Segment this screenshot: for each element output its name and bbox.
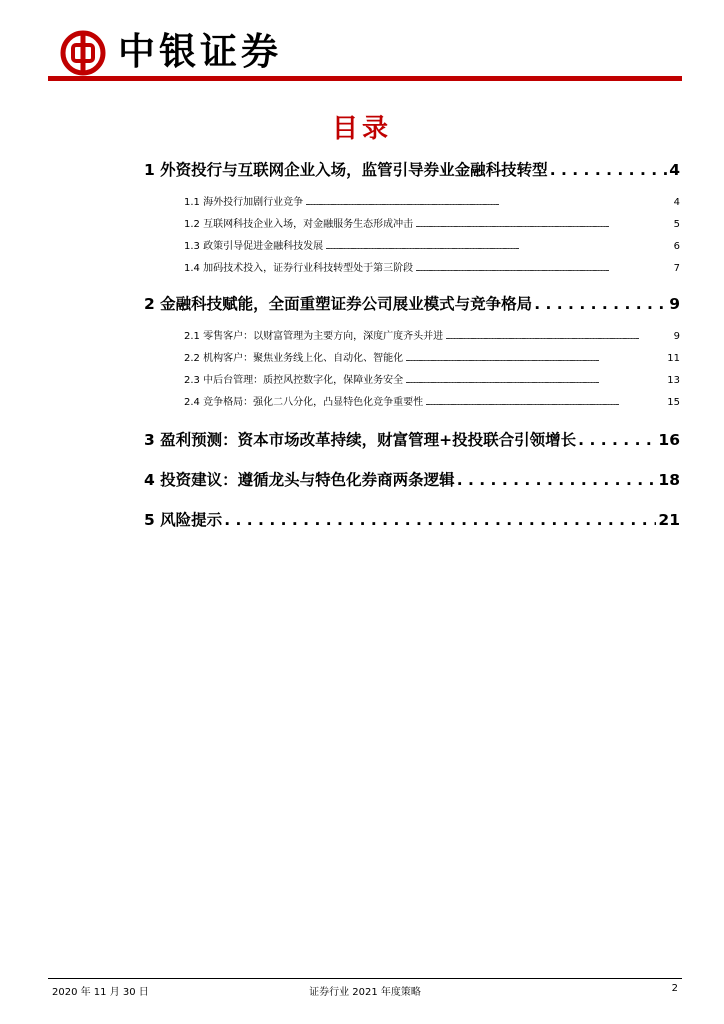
toc-entry[interactable] bbox=[144, 192, 680, 214]
toc-entry[interactable] bbox=[144, 214, 680, 236]
table-of-contents bbox=[144, 158, 680, 532]
toc-entry-page: 13 bbox=[667, 375, 680, 386]
leader-dots bbox=[415, 258, 672, 280]
footer bbox=[52, 983, 678, 999]
leader-dots bbox=[405, 370, 665, 392]
bank-of-china-logo-icon bbox=[60, 30, 106, 76]
toc-entry-text: 1.1 海外投行加剧行业竞争 bbox=[184, 197, 304, 208]
toc-entry-text: 1.3 政策引导促进金融科技发展 bbox=[184, 241, 324, 252]
leader-dots bbox=[534, 292, 667, 316]
toc-entry-page: 4 bbox=[669, 161, 680, 179]
toc-entry-text: 1.2 互联网科技企业入场，对金融服务生态形成冲击 bbox=[184, 219, 414, 230]
leader-dots bbox=[305, 192, 672, 214]
toc-entry-page: 18 bbox=[658, 471, 680, 489]
toc-entry[interactable] bbox=[144, 428, 680, 452]
leader-dots bbox=[457, 468, 657, 492]
toc-entry-text: 2.3 中后台管理：质控风控数字化，保障业务安全 bbox=[184, 375, 404, 386]
toc-entry-page: 9 bbox=[669, 295, 680, 313]
leader-dots bbox=[415, 214, 672, 236]
leader-dots bbox=[325, 236, 672, 258]
toc-entry-text: 4 投资建议：遵循龙头与特色化券商两条逻辑 bbox=[144, 471, 455, 489]
toc-entry-text: 2.1 零售客户：以财富管理为主要方向，深度广度齐头并进 bbox=[184, 331, 444, 342]
leader-dots bbox=[405, 348, 665, 370]
toc-entry[interactable] bbox=[144, 258, 680, 280]
header bbox=[48, 22, 682, 82]
toc-entry[interactable] bbox=[144, 468, 680, 492]
toc-entry-page: 7 bbox=[673, 263, 680, 274]
toc-entry-text: 2.4 竞争格局：强化二八分化，凸显特色化竞争重要性 bbox=[184, 397, 424, 408]
toc-entry-page: 15 bbox=[667, 397, 680, 408]
leader-dots bbox=[445, 326, 672, 348]
toc-entry-page: 9 bbox=[673, 331, 680, 342]
toc-entry[interactable] bbox=[144, 392, 680, 414]
toc-entry[interactable] bbox=[144, 158, 680, 182]
toc-entry-text: 3 盈利预测：资本市场改革持续，财富管理+投投联合引领增长 bbox=[144, 431, 577, 449]
brand-name: 中银证券 bbox=[118, 29, 282, 73]
footer-rule bbox=[48, 978, 682, 979]
toc-entry-text: 1 外资投行与互联网企业入场，监管引导券业金融科技转型 bbox=[144, 161, 548, 179]
toc-entry[interactable] bbox=[144, 508, 680, 532]
toc-entry-page: 21 bbox=[658, 511, 680, 529]
toc-entry-page: 11 bbox=[667, 353, 680, 364]
leader-dots bbox=[550, 158, 668, 182]
toc-entry-text: 5 风险提示 bbox=[144, 511, 223, 529]
toc-entry-page: 16 bbox=[658, 431, 680, 449]
toc-entry-text: 2 金融科技赋能，全面重塑证券公司展业模式与竞争格局 bbox=[144, 295, 533, 313]
toc-entry-page: 6 bbox=[673, 241, 680, 252]
toc-entry[interactable] bbox=[144, 348, 680, 370]
footer-report-title: 证券行业 2021 年度策略 bbox=[309, 987, 421, 998]
leader-dots bbox=[578, 428, 656, 452]
toc-title: 目录 bbox=[331, 114, 392, 144]
header-rule bbox=[48, 76, 682, 81]
leader-dots bbox=[224, 508, 656, 532]
toc-entry-page: 5 bbox=[673, 219, 680, 230]
leader-dots bbox=[425, 392, 665, 414]
toc-entry[interactable] bbox=[144, 292, 680, 316]
toc-entry-text: 1.4 加码技术投入，证券行业科技转型处于第三阶段 bbox=[184, 263, 414, 274]
footer-page-number: 2 bbox=[671, 983, 678, 994]
toc-entry[interactable] bbox=[144, 326, 680, 348]
toc-entry-page: 4 bbox=[673, 197, 680, 208]
toc-entry[interactable] bbox=[144, 236, 680, 258]
toc-entry-text: 2.2 机构客户：聚焦业务线上化、自动化、智能化 bbox=[184, 353, 404, 364]
footer-date: 2020 年 11 月 30 日 bbox=[52, 987, 149, 998]
toc-entry[interactable] bbox=[144, 370, 680, 392]
